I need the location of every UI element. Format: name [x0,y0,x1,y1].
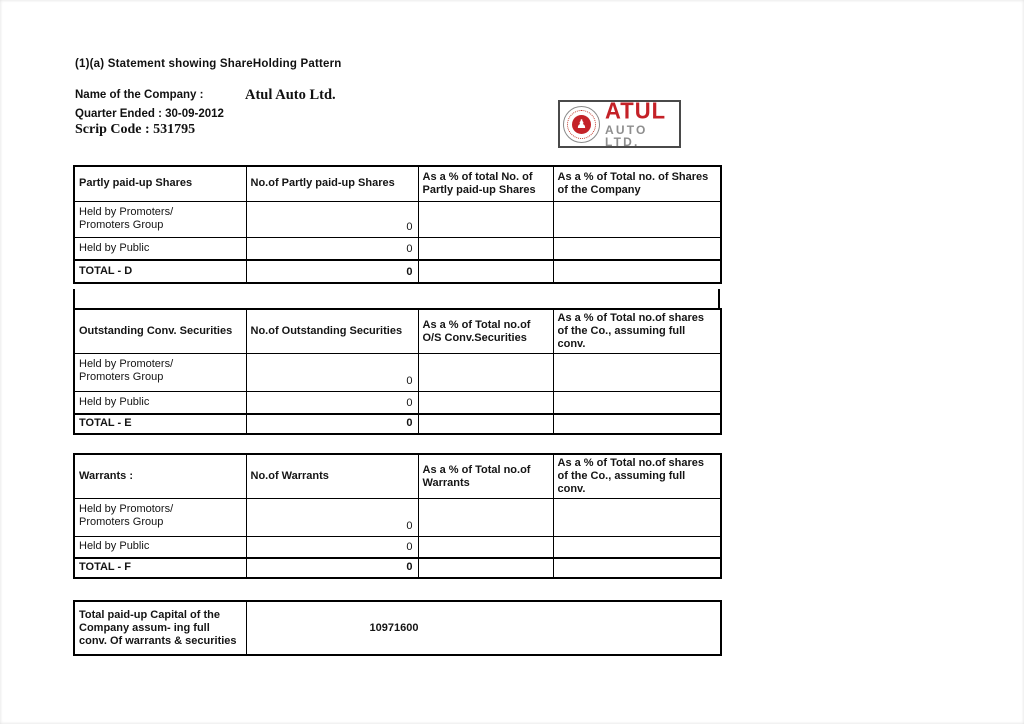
capital-label-line: conv. Of warrants & securities [79,634,237,647]
empty-cell [553,260,721,283]
row-label-line: Promoters Group [79,371,164,383]
row-label [74,201,246,237]
header-cell: Outstanding Conv. Securities [74,309,246,354]
table-header-row [74,309,721,354]
header-cell: As a % of Total no.of Warrants [418,454,553,499]
row-value: 0 [246,354,418,392]
capital-value-cell [246,601,721,655]
row-value: 0 [246,499,418,537]
header-cell: As a % of Total no.of shares of the Co., assuming full conv. [553,454,721,499]
emblem-ring [567,110,596,139]
row-value: 0 [246,537,418,558]
atul-auto-logo [558,97,681,149]
company-name: Atul Auto Ltd. [245,87,336,103]
table-row [74,354,721,392]
statement-title: (1)(a) Statement showing ShareHolding Pattern [75,58,342,70]
empty-cell [418,237,553,260]
row-label: Held by Public [74,392,246,414]
atul-emblem-icon [563,106,600,143]
empty-cell [418,537,553,558]
total-value: 0 [246,260,418,283]
row-value: 0 [246,392,418,414]
table-spacer-row [73,289,720,309]
header-cell: No.of Warrants [246,454,418,499]
empty-cell [553,537,721,558]
empty-cell [418,354,553,392]
row-label [74,499,246,537]
total-capital-table [73,600,722,656]
total-label: TOTAL - F [74,558,246,578]
scrip-code: Scrip Code : 531795 [75,122,196,137]
row-label: Held by Public [74,237,246,260]
total-row [74,558,721,578]
header-cell: Partly paid-up Shares [74,166,246,201]
header-cell: As a % of total No. of Partly paid-up Shares [418,166,553,201]
empty-cell [418,558,553,578]
total-row [74,260,721,283]
row-label-line: Held by Promoters/ [79,358,174,370]
header-cell: No.of Outstanding Securities [246,309,418,354]
capital-label [74,601,246,655]
header-cell: No.of Partly paid-up Shares [246,166,418,201]
row-value: 0 [246,237,418,260]
logo-subtitle: AUTO LTD. [605,123,648,149]
table-row [74,537,721,558]
empty-cell [553,392,721,414]
row-value: 0 [246,201,418,237]
logo-brand: ATUL [605,97,667,124]
table-row [74,201,721,237]
emblem-figure-icon: ♟ [572,115,591,134]
table-row [74,392,721,414]
row-label: Held by Public [74,537,246,558]
header-cell: Warrants : [74,454,246,499]
total-value: 0 [246,414,418,434]
row-label-line: Held by Promoters/ [79,205,174,218]
total-value: 0 [246,558,418,578]
company-label: Name of the Company : [75,89,204,101]
capital-label-line: Total paid-up Capital of the [79,608,220,621]
table-row [74,499,721,537]
warrants-table [73,453,722,579]
empty-cell [418,414,553,434]
outstanding-securities-table [73,308,722,435]
empty-cell [553,354,721,392]
total-label: TOTAL - D [74,260,246,283]
total-row [74,414,721,434]
total-label: TOTAL - E [74,414,246,434]
empty-cell [553,201,721,237]
row-label-line: Promoters Group [79,516,164,528]
table-header-row [74,166,721,201]
row-label [74,354,246,392]
table-row [74,601,721,655]
empty-cell [553,414,721,434]
empty-cell [553,499,721,537]
empty-cell [418,499,553,537]
table-header-row [74,454,721,499]
partly-paid-shares-table [73,165,722,284]
quarter-ended: Quarter Ended : 30-09-2012 [75,108,224,120]
capital-value: 10971600 [369,621,419,634]
row-label-line: Promoters Group [79,218,164,231]
empty-cell [553,558,721,578]
header-cell: As a % of Total no. of Shares of the Company [553,166,721,201]
empty-cell [418,201,553,237]
empty-cell [418,392,553,414]
empty-cell [553,237,721,260]
table-row [74,237,721,260]
logo-text [605,97,676,149]
header-cell: As a % of Total no.of shares of the Co., assuming full conv. [553,309,721,354]
header-cell: As a % of Total no.of O/S Conv.Securities [418,309,553,354]
capital-label-line: Company assum- ing full [79,621,210,634]
empty-cell [418,260,553,283]
row-label-line: Held by Promotors/ [79,503,174,515]
